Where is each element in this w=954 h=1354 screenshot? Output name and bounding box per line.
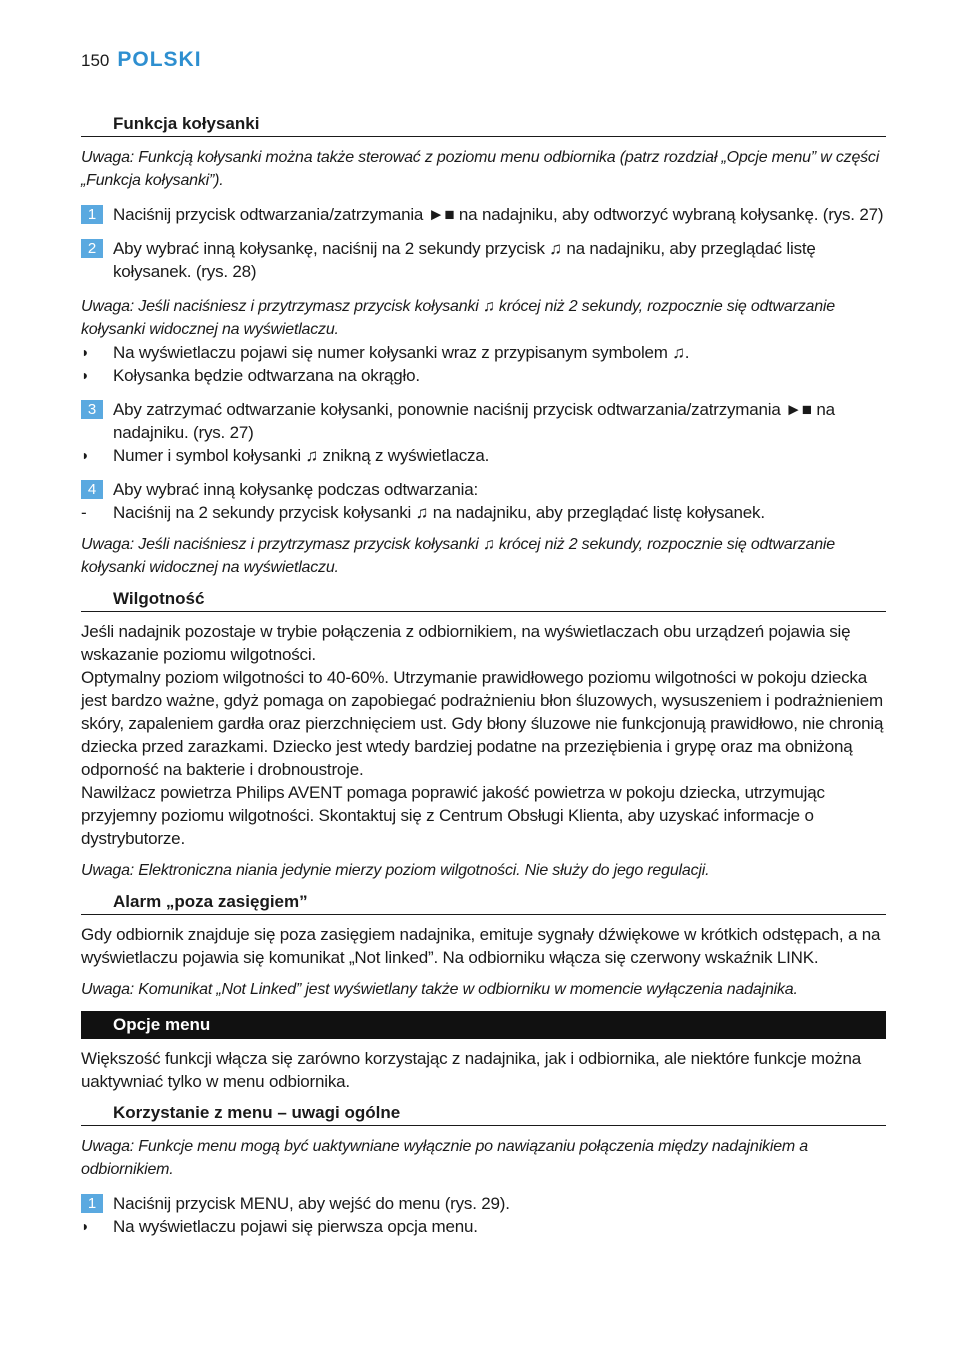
step-number-badge: 1: [81, 1194, 103, 1213]
page-content: [81, 104, 886, 1238]
section-heading-lullaby: Funkcja kołysanki: [81, 112, 886, 137]
language-label: POLSKI: [117, 48, 202, 71]
bullet-text: Na wyświetlaczu pojawi się pierwsza opcja menu.: [113, 1217, 478, 1236]
paragraph: Optymalny poziom wilgotności to 40-60%. Utrzymanie prawidłowego poziomu wilgotności w pokoju dziecka jest bardzo ważne, gdyż pomaga on zapobiegać podrażnieniu błon śluzowych, wysuszeniem i podrażnieniem skóry, zapaleniem gardła oraz pierzchnięciem ust. Gdy błony śluzowe nie funkcjonują prawidłowo, nie chronią dziecka przed zarazkami. Dziecko jest wtedy bardziej podatne na przeziębienia i grypę oraz ma obniżoną odporność na bakterie i drobnoustroje.: [81, 668, 884, 779]
step-item: [81, 398, 886, 444]
note: Uwaga: Jeśli naciśniesz i przytrzymasz przycisk kołysanki ♫ krócej niż 2 sekundy, rozpocznie się odtwarzanie kołysanki widocznej na wyświetlaczu.: [81, 298, 835, 338]
result-bullet: [81, 364, 886, 387]
note: Uwaga: Komunikat „Not Linked” jest wyświetlany także w odbiorniku w momencie wyłączenia nadajnika.: [81, 981, 798, 998]
step-number-badge: 2: [81, 239, 103, 258]
step-text: Naciśnij przycisk MENU, aby wejść do menu (rys. 29).: [113, 1194, 510, 1213]
bullet-icon: ◗: [81, 367, 90, 383]
bullet-icon: ◗: [81, 447, 90, 463]
page-number: 150: [81, 51, 110, 70]
step-number-badge: 4: [81, 480, 103, 499]
dash-icon: -: [81, 503, 87, 522]
section-heading-alarm: Alarm „poza zasięgiem”: [81, 890, 886, 915]
section-heading-menu-options: Opcje menu: [81, 1011, 886, 1039]
note: Uwaga: Funkcje menu mogą być uaktywniane wyłącznie po nawiązaniu połączenia między nadajnikiem a odbiornikiem.: [81, 1138, 808, 1178]
step-text: Aby wybrać inną kołysankę, naciśnij na 2 sekundy przycisk ♫ na nadajniku, aby przeglądać listę kołysanek. (rys. 28): [113, 239, 816, 281]
result-bullet: [81, 444, 886, 467]
note: Uwaga: Elektroniczna niania jedynie mierzy poziom wilgotności. Nie służy do jego regulacji.: [81, 862, 710, 879]
paragraph: Nawilżacz powietrza Philips AVENT pomaga poprawić jakość powietrza w pokoju dziecka, utrzymując przyjemny poziomu wilgotności. Skontaktuj się z Centrum Obsługi Klienta, aby uzyskać informacje o dystrybutorze.: [81, 783, 825, 848]
dash-item: [81, 501, 886, 524]
step-text: Naciśnij przycisk odtwarzania/zatrzymania ►■ na nadajniku, aby odtworzyć wybraną kołysankę. (rys. 27): [113, 205, 884, 224]
section-heading-humidity: Wilgotność: [81, 587, 886, 612]
step-item: [81, 478, 886, 501]
paragraph: Jeśli nadajnik pozostaje w trybie połączenia z odbiornikiem, na wyświetlaczach obu urządzeń pojawia się wskazanie poziomu wilgotności.: [81, 622, 851, 664]
step-number-badge: 1: [81, 205, 103, 224]
step-text: Aby zatrzymać odtwarzanie kołysanki, ponownie naciśnij przycisk odtwarzania/zatrzymania ►■ na nadajniku. (rys. 27): [113, 400, 835, 442]
bullet-text: Kołysanka będzie odtwarzana na okrągło.: [113, 366, 420, 385]
page-header: [81, 48, 202, 74]
note: Uwaga: Funkcją kołysanki można także sterować z poziomu menu odbiornika (patrz rozdział „Opcje menu” w części „Funkcja kołysanki”).: [81, 149, 880, 189]
step-item: [81, 203, 886, 226]
step-number-badge: 3: [81, 400, 103, 419]
note: Uwaga: Jeśli naciśniesz i przytrzymasz przycisk kołysanki ♫ krócej niż 2 sekundy, rozpocznie się odtwarzanie kołysanki widocznej na wyświetlaczu.: [81, 536, 835, 576]
bullet-icon: ◗: [81, 1218, 90, 1234]
result-bullet: [81, 341, 886, 364]
section-heading-menu-usage: Korzystanie z menu – uwagi ogólne: [81, 1101, 886, 1126]
bullet-icon: ◗: [81, 344, 90, 360]
paragraph: Gdy odbiornik znajduje się poza zasięgiem nadajnika, emituje sygnały dźwiękowe w krótkich odstępach, a na wyświetlaczu pojawia się komunikat „Not linked”. Na odbiorniku włącza się czerwony wskaźnik LINK.: [81, 925, 881, 967]
step-item: [81, 237, 886, 283]
step-item: [81, 1192, 886, 1215]
bullet-text: Na wyświetlaczu pojawi się numer kołysanki wraz z przypisanym symbolem ♫.: [113, 343, 690, 362]
step-text: Aby wybrać inną kołysankę podczas odtwarzania:: [113, 480, 478, 499]
bullet-text: Numer i symbol kołysanki ♫ znikną z wyświetlacza.: [113, 446, 490, 465]
dash-text: Naciśnij na 2 sekundy przycisk kołysanki ♫ na nadajniku, aby przeglądać listę kołysanek.: [113, 503, 765, 522]
result-bullet: [81, 1215, 886, 1238]
paragraph: Większość funkcji włącza się zarówno korzystając z nadajnika, jak i odbiornika, ale niektóre funkcje można uaktywniać tylko w menu odbiornika.: [81, 1049, 862, 1091]
